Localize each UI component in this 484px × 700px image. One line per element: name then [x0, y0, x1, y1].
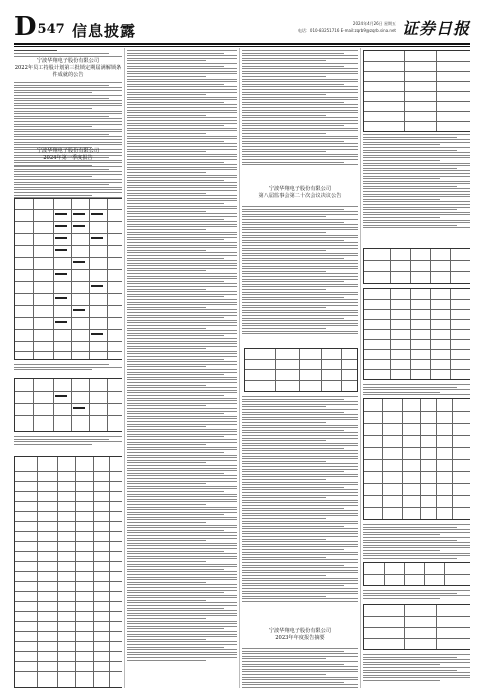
article-body — [14, 436, 122, 446]
masthead-rule — [14, 43, 470, 45]
text-block — [14, 50, 122, 58]
resolution-table — [244, 348, 358, 392]
column-2 — [127, 48, 237, 688]
masthead-rule-thin — [14, 46, 470, 47]
financial-table — [363, 604, 470, 650]
article-title: 2024年第一季度报告 — [43, 155, 93, 161]
article-body — [14, 364, 122, 372]
column-1 — [14, 48, 122, 688]
page-letter: D — [14, 12, 37, 42]
column-3 — [242, 48, 358, 688]
article-title: 第八届监事会第二十次会议决议公告 — [258, 193, 342, 199]
masthead — [14, 14, 470, 42]
article-body — [363, 384, 470, 397]
article-body — [242, 206, 358, 336]
page-number — [14, 14, 65, 40]
article-body — [363, 590, 470, 600]
financial-table — [363, 288, 470, 380]
article-body — [363, 134, 470, 230]
column-divider — [360, 48, 361, 688]
financial-table — [14, 378, 122, 432]
article-body — [363, 524, 470, 560]
article-body — [363, 654, 470, 683]
article-body — [242, 648, 358, 688]
masthead-info — [276, 20, 396, 34]
newspaper-logo: 证券日报 — [401, 19, 470, 38]
column-divider — [124, 48, 125, 688]
article-body — [127, 50, 237, 662]
article-body — [242, 396, 358, 604]
article-company: 宁波华翔电子股份有限公司 — [36, 148, 100, 154]
financial-table — [14, 198, 122, 360]
issue-date: 2024年4月26日 星期五 — [352, 21, 396, 26]
column-4 — [363, 48, 470, 688]
financial-table — [363, 248, 470, 284]
article-company: 宁波华翔电子股份有限公司 — [268, 628, 332, 634]
article-title: 2023年年度报告摘要 — [275, 635, 325, 641]
article-body — [242, 50, 358, 167]
page-digits: 547 — [37, 22, 65, 37]
shareholder-table — [363, 398, 470, 520]
shareholder-table — [14, 456, 122, 688]
column-divider — [239, 48, 240, 688]
article-company: 宁波华翔电子股份有限公司 — [36, 58, 100, 64]
contact-line: 电话：010-83251716 E-mail:zqrb9@zqrb.sina.net — [297, 28, 396, 33]
article-company: 宁波华翔电子股份有限公司 — [268, 186, 332, 192]
company-info-table — [363, 50, 470, 132]
section-title: 信息披露 — [72, 22, 137, 40]
bond-table — [363, 562, 470, 586]
article-title: 2022年员工持股计划第三批锁定期届满解锁条件成就的公告 — [14, 65, 122, 78]
